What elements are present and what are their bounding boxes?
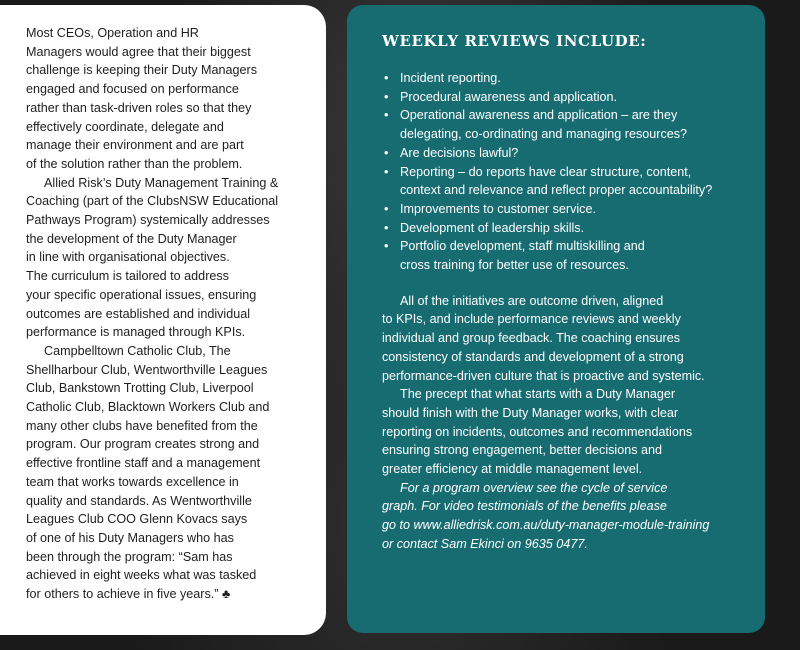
text-line: in line with organisational objectives. [26,250,230,265]
text-line: or contact Sam Ekinci on 9635 0477. [382,536,588,551]
text-line: Leagues Club COO Glenn Kovacs says [26,512,248,527]
text-line: your specific operational issues, ensuring [26,287,257,302]
text-line: Coaching (part of the ClubsNSW Educational [26,194,279,209]
text-line: outcomes are established and individual [26,306,251,321]
text-line: Managers would agree that their biggest [26,44,251,59]
bullet-line: • Improvements to customer service. [400,201,596,216]
text-line: Club, Bankstown Trotting Club, Liverpool [26,381,254,396]
text-line: effectively coordinate, delegate and [26,119,224,134]
text-line: the development of the Duty Manager [26,231,237,246]
text-line: greater efficiency at middle management level. [382,462,643,477]
bullet-line: • Portfolio development, staff multiskilling and [400,239,645,254]
list-item [382,69,765,88]
review-bullet-list [382,69,765,275]
body-text [382,292,765,554]
text-line: quality and standards. As Wentworthville [26,493,252,508]
left-text-panel [0,5,326,635]
right-reviews-panel [347,5,765,633]
text-line: should finish with the Duty Manager works, with clear [382,405,679,420]
text-line: of one of his Duty Managers who has [26,530,234,545]
bullet-line: context and relevance and reflect proper accountability? [400,183,713,198]
list-item [382,200,765,219]
text-line: Catholic Club, Blacktown Workers Club and [26,400,270,415]
list-item [382,163,765,200]
text-line: for others to achieve in five years.” ♣ [26,587,231,602]
text-line: Campbelltown Catholic Club, The [44,343,231,358]
text-line: consistency of standards and development of a strong [382,349,684,364]
text-line: been through the program: “Sam has [26,549,233,564]
text-line: Shellharbour Club, Wentworthville Leagues [26,362,268,377]
bullet-line: • Are decisions lawful? [400,145,519,160]
text-line: of the solution rather than the problem. [26,156,243,171]
text-line: challenge is keeping their Duty Managers [26,63,258,78]
text-line: The curriculum is tailored to address [26,269,229,284]
bullet-line: cross training for better use of resources. [400,258,629,273]
text-line: reporting on incidents, outcomes and recommendations [382,424,693,439]
text-line: many other clubs have benefited from the [26,418,258,433]
text-line: performance is managed through KPIs. [26,325,246,340]
text-line: Pathways Program) systemically addresses [26,213,270,228]
list-item [382,219,765,238]
text-line: All of the initiatives are outcome driven, aligned [400,293,664,308]
text-line: program. Our program creates strong and [26,437,260,452]
text-line: manage their environment and are part [26,138,244,153]
text-line: graph. For video testimonials of the benefits please [382,499,667,514]
bullet-line: delegating, co-ordinating and managing resources? [400,127,688,142]
list-item [382,237,765,274]
bullet-line: • Incident reporting. [400,71,501,85]
text-line: to KPIs, and include performance reviews and weekly [382,312,681,327]
text-line: The precept that what starts with a Duty Manager [400,387,676,402]
text-line: rather than task-driven roles so that they [26,100,252,115]
text-line: team that works towards excellence in [26,474,239,489]
text-line: individual and group feedback. The coaching ensures [382,331,681,346]
text-line: Most CEOs, Operation and HR [26,26,199,40]
bullet-line: • Development of leadership skills. [400,220,585,235]
text-line: achieved in eight weeks what was tasked [26,568,257,583]
text-line: For a program overview see the cycle of service [400,480,668,495]
text-line: performance-driven culture that is proactive and systemic. [382,368,705,383]
list-item [382,106,765,143]
list-item [382,144,765,163]
text-line: go to www.alliedrisk.com.au/duty-manager-module-training [382,518,710,533]
text-line: engaged and focused on performance [26,82,239,97]
list-item [382,88,765,107]
bullet-line: • Operational awareness and application – are they [400,108,678,123]
bullet-line: • Reporting – do reports have clear structure, content, [400,164,692,179]
bullet-line: • Procedural awareness and application. [400,89,618,104]
text-line: Allied Risk’s Duty Management Training & [44,175,279,190]
section-heading: WEEKLY REVIEWS INCLUDE: [382,32,647,50]
text-line: effective frontline staff and a management [26,456,261,471]
text-line: ensuring strong engagement, better decisions and [382,443,663,458]
